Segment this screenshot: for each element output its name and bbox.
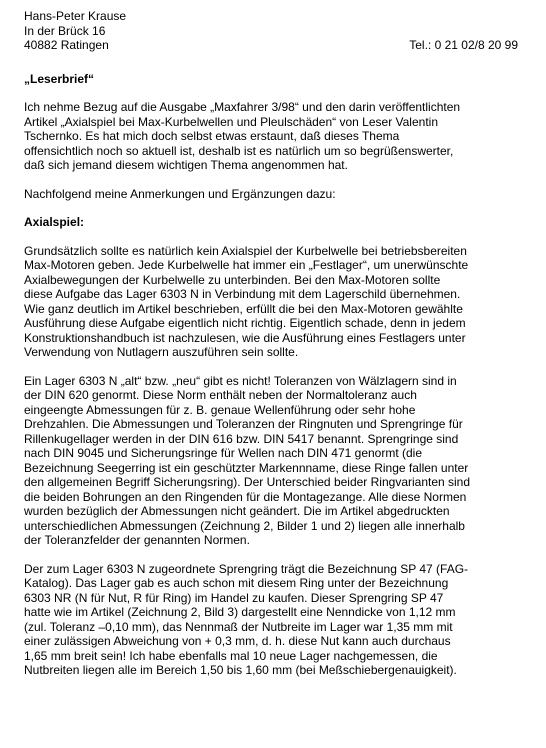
text-line: den allgemeinen Begriff Sicherungsring). Der Unterschied beider Ringvarianten sind [24,475,471,489]
text-line: Ein Lager 6303 N „alt“ bzw. „neu“ gibt es nicht! Toleranzen von Wälzlagern sind in [24,373,457,388]
text-line: 6303 NR (N für Nut, R für Ring) im Handel zu kaufen. Dieser Sprengring SP 47 [24,590,444,605]
text-line: Axialbewegungen der Kurbelwelle zu unterbinden. Bei den Max-Motoren sollte [24,272,441,287]
paragraph-1 [24,244,526,360]
sender-phone: Tel.: 0 21 02/8 20 99 [409,38,518,52]
text-line: (zul. Toleranz –0,10 mm), das Nennmaß der Nutbreite im Lager war 1,35 mm mit [24,619,453,634]
text-line: 1,65 mm breit sein! Ich habe ebenfalls mal 10 neue Lager nachgemessen, die [24,648,438,663]
section-title: Axialspiel: [24,215,85,229]
text-line: daß sich jemand diesem wichtigen Thema angenommen hat. [24,158,348,172]
text-line: unterschiedlichen Abmessungen (Zeichnung 2, Bilder 1 und 2) liegen alle innerhalb [24,518,465,533]
text-line: die beiden Bohrungen an den Ringenden für die Montagezange. Alle diese Normen [24,489,467,504]
text-line: Konstruktionshandbuch ist nachzulesen, wie die Ausführung eines Festlagers unter [24,330,466,345]
text-line: wurden bezüglich der Abmessungen nicht geändert. Die im Artikel abgedruckten [24,504,450,518]
sender-city: 40882 Ratingen [24,38,109,52]
text-line: eingeengte Abmessungen für z. B. genaue Wellenführung oder sehr hohe [24,402,416,417]
text-line: offensichtlich noch so aktuell ist, deshalb ist es natürlich um so begrüßenswerter, [24,143,454,158]
text-line: Katalog). Das Lager gab es auch schon mit diesem Ring unter der Bezeichnung [24,576,449,590]
sender-name: Hans-Peter Krause [24,9,127,23]
text-line: hatte wie im Artikel (Zeichnung 2, Bild 3) dargestellt eine Nenndicke von 1,12 mm [24,605,456,619]
text-line: Verwendung von Nutlagern auszuführen sein sollte. [24,345,299,359]
text-line: Nachfolgend meine Anmerkungen und Ergänzungen dazu: [24,186,336,201]
text-line: Artikel „Axialspiel bei Max-Kurbelwellen und Pleulschäden“ von Leser Valentin [24,114,438,129]
sender-city-row [24,38,526,53]
text-line: Wie ganz deutlich im Artikel beschrieben, erfüllt die bei den Max-Motoren gewählte [24,301,463,316]
text-line: der DIN 620 genormt. Diese Norm enthält neben der Normaltoleranz auch [24,388,417,402]
text-line: Drehzahlen. Die Abmessungen und Toleranzen der Ringnuten und Sprengringe für [24,417,463,431]
paragraph-3 [24,562,526,678]
sender-address [24,9,526,53]
paragraph-2 [24,374,526,548]
sender-street: In der Brück 16 [24,23,106,38]
text-line: Nutbreiten liegen alle im Bereich 1,50 bis 1,60 mm (bei Meßschiebergenauigkeit). [24,663,457,677]
text-line: Grundsätzlich sollte es natürlich kein Axialspiel der Kurbelwelle bei betriebsbereiten [24,243,467,258]
text-line: diese Aufgabe das Lager 6303 N in Verbindung mit dem Lagerschild übernehmen. [24,287,461,301]
text-line: Der zum Lager 6303 N zugeordnete Sprengring trägt die Bezeichnung SP 47 (FAG- [24,561,469,576]
text-line: Ich nehme Bezug auf die Ausgabe „Maxfahrer 3/98“ und den darin veröffentlichten [24,100,461,114]
text-line: Rillenkugellager werden in der DIN 616 bzw. DIN 5417 benannt. Sprengringe sind [24,431,459,446]
text-line: Tschernko. Es hat mich doch selbst etwas erstaunt, daß dieses Thema [24,129,400,143]
letter-title: „Leserbrief“ [24,71,95,86]
text-line: Bezeichnung Seegerring ist ein geschützter Markennname, diese Ringe fallen unter [24,460,469,475]
text-line: der Toleranzfelder der genannten Normen. [24,533,250,547]
text-line: einer zulässigen Abweichung von + 0,3 mm, d. h. diese Nut kann auch durchaus [24,634,451,648]
text-line: nach DIN 9045 und Sicherungsringe für Wellen nach DIN 471 genormt (die [24,446,423,460]
paragraph-lead [24,187,526,202]
text-line: Ausführung diese Aufgabe eigentlich nicht richtig. Eigentlich schade, denn in jedem [24,316,466,330]
text-line: Max-Motoren geben. Jede Kurbelwelle hat immer ein „Festlager“, um unerwünschte [24,258,469,272]
paragraph-intro [24,100,526,173]
